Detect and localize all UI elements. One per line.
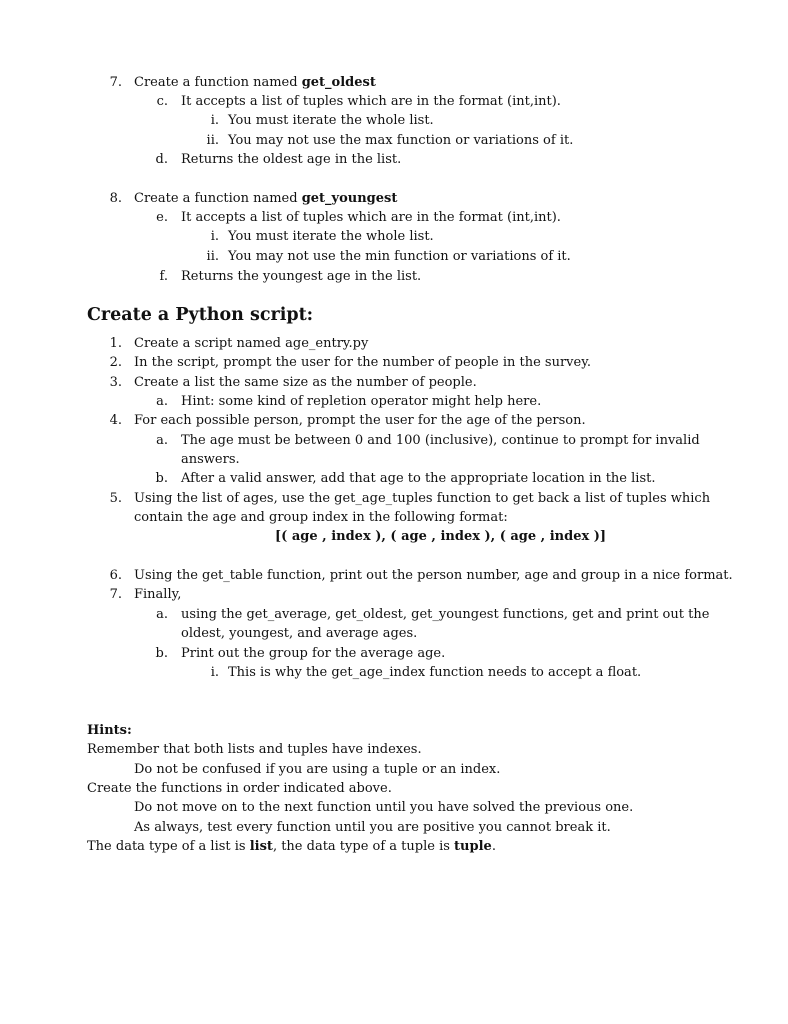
list-label: f.	[159, 269, 168, 284]
list-label: a.	[156, 394, 168, 409]
list-label: ii.	[206, 249, 219, 264]
list-label: a.	[156, 433, 168, 448]
list-item: You may not use the min function or variations of it.	[228, 249, 571, 264]
hint-line: Do not move on to the next function until you have solved the previous one.	[134, 800, 634, 815]
list-item: It accepts a list of tuples which are in the format (int,int).	[181, 210, 561, 225]
list-label: i.	[210, 229, 219, 244]
list-label: c.	[156, 94, 168, 109]
hint-line: The data type of a list is list, the data type of a tuple is tuple.	[87, 839, 496, 854]
list-item: After a valid answer, add that age to the appropriate location in the list.	[181, 471, 656, 486]
list-item: Using the list of ages, use the get_age_tuples function to get back a list of tuples which	[134, 491, 711, 506]
list-number: 7.	[109, 75, 122, 90]
list-item: Create a function named get_youngest	[134, 191, 398, 206]
list-item: The age must be between 0 and 100 (inclusive), continue to prompt for invalid	[181, 433, 700, 448]
hints-title: Hints:	[87, 723, 132, 738]
hint-line: Do not be confused if you are using a tuple or an index.	[134, 762, 501, 777]
list-item: Create a script named age_entry.py	[134, 336, 369, 351]
hint-line: Remember that both lists and tuples have indexes.	[87, 742, 422, 757]
list-number: 3.	[109, 375, 122, 390]
list-number: 5.	[109, 491, 122, 506]
list-number: 7.	[109, 587, 122, 602]
list-item: You may not use the max function or variations of it.	[228, 133, 574, 148]
list-number: 1.	[109, 336, 122, 351]
list-label: a.	[156, 607, 168, 622]
function-name: get_oldest	[301, 75, 376, 90]
list-item: Using the get_table function, print out the person number, age and group in a nice format.	[134, 568, 733, 583]
list-item: Create a function named get_oldest	[134, 75, 376, 90]
list-item: For each possible person, prompt the user for the age of the person.	[134, 413, 586, 428]
list-item: Print out the group for the average age.	[181, 646, 446, 661]
function-name: get_youngest	[301, 191, 398, 206]
list-label: d.	[155, 152, 168, 167]
list-item: You must iterate the whole list.	[228, 229, 434, 244]
list-item: Returns the oldest age in the list.	[181, 152, 402, 167]
list-item: In the script, prompt the user for the number of people in the survey.	[134, 355, 591, 370]
hint-line: Create the functions in order indicated above.	[87, 781, 392, 796]
list-number: 2.	[109, 355, 122, 370]
list-item: It accepts a list of tuples which are in the format (int,int).	[181, 94, 561, 109]
list-number: 4.	[109, 413, 122, 428]
list-item-continuation: oldest, youngest, and average ages.	[181, 626, 418, 641]
list-number: 6.	[109, 568, 122, 583]
list-number: 8.	[109, 191, 122, 206]
list-item: Hint: some kind of repletion operator might help here.	[181, 394, 542, 409]
hint-line: As always, test every function until you are positive you cannot break it.	[134, 820, 611, 835]
list-item: This is why the get_age_index function needs to accept a float.	[228, 665, 642, 680]
list-label: i.	[210, 113, 219, 128]
list-item-continuation: answers.	[181, 452, 240, 467]
list-item-continuation: contain the age and group index in the following format:	[134, 510, 508, 525]
tuple-format-example: [( age , index ), ( age , index ), ( age , index )]	[275, 529, 607, 544]
list-item: using the get_average, get_oldest, get_youngest functions, get and print out the	[181, 607, 710, 622]
list-label: i.	[210, 665, 219, 680]
list-label: b.	[155, 646, 168, 661]
list-item: Finally,	[134, 587, 182, 602]
list-label: b.	[155, 471, 168, 486]
list-item: Returns the youngest age in the list.	[181, 269, 422, 284]
list-label: ii.	[206, 133, 219, 148]
list-item: Create a list the same size as the number of people.	[134, 375, 477, 390]
list-label: e.	[156, 210, 168, 225]
section-heading: Create a Python script:	[87, 305, 314, 325]
list-item: You must iterate the whole list.	[228, 113, 434, 128]
